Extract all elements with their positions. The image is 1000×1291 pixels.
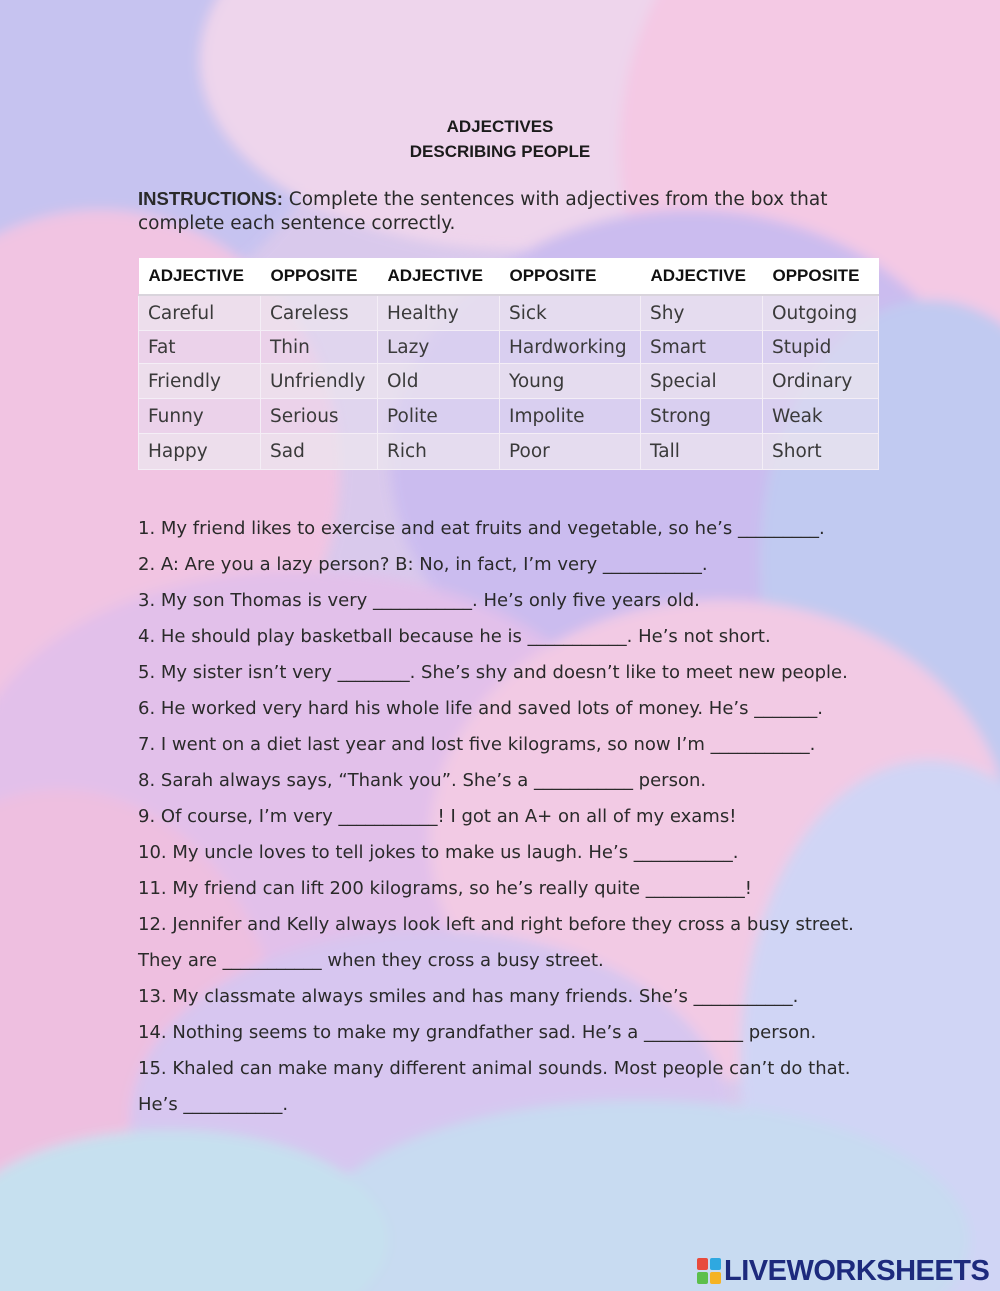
question-item: 8. Sarah always says, “Thank you”. She’s a ___________ person.: [138, 770, 707, 791]
liveworksheets-logo-text: LIVEWORKSHEETS: [724, 1254, 990, 1287]
liveworksheets-logo: [697, 1255, 989, 1287]
table-cell: Serious: [261, 399, 378, 434]
table-cell: Careful: [139, 295, 261, 331]
question-item: 7. I went on a diet last year and lost five kilograms, so now I’m ___________.: [138, 734, 816, 755]
adjectives-table: [138, 258, 879, 470]
table-cell: Weak: [763, 399, 879, 434]
table-cell: Smart: [641, 331, 763, 364]
table-header-cell: OPPOSITE: [261, 258, 378, 295]
question-item: 12. Jennifer and Kelly always look left and right before they cross a busy street. They are ___________ when they cross a busy street.: [138, 914, 854, 971]
instructions-label: INSTRUCTIONS:: [138, 188, 283, 209]
question-item: 6. He worked very hard his whole life and saved lots of money. He’s _______.: [138, 698, 823, 719]
table-cell: Rich: [378, 434, 500, 470]
table-header-cell: ADJECTIVE: [378, 258, 500, 295]
table-header-cell: OPPOSITE: [763, 258, 879, 295]
table-cell: Sick: [500, 295, 641, 331]
page-subtitle: DESCRIBING PEOPLE: [409, 142, 591, 161]
question-item: 13. My classmate always smiles and has many friends. She’s ___________.: [138, 986, 799, 1007]
table-header-cell: OPPOSITE: [500, 258, 641, 295]
question-item: 4. He should play basketball because he is ___________. He’s not short.: [138, 626, 771, 647]
table-cell: Happy: [139, 434, 261, 470]
table-cell: Friendly: [139, 364, 261, 399]
question-item: 1. My friend likes to exercise and eat fruits and vegetable, so he’s _________.: [138, 518, 825, 539]
table-cell: Healthy: [378, 295, 500, 331]
table-cell: Polite: [378, 399, 500, 434]
table-cell: Thin: [261, 331, 378, 364]
table-row: [139, 434, 879, 470]
question-item: 3. My son Thomas is very ___________. He’s only five years old.: [138, 590, 700, 611]
page-title: ADJECTIVES: [446, 117, 554, 136]
question-list: [138, 511, 868, 1123]
table-cell: Hardworking: [500, 331, 641, 364]
table-header-cell: ADJECTIVE: [641, 258, 763, 295]
table-cell: Tall: [641, 434, 763, 470]
table-row: [139, 295, 879, 331]
table-header-row: [139, 258, 879, 295]
table-cell: Lazy: [378, 331, 500, 364]
table-cell: Impolite: [500, 399, 641, 434]
question-item: 2. A: Are you a lazy person? B: No, in fact, I’m very ___________.: [138, 554, 708, 575]
table-cell: Sad: [261, 434, 378, 470]
question-item: 11. My friend can lift 200 kilograms, so he’s really quite ___________!: [138, 878, 753, 899]
table-row: [139, 364, 879, 399]
question-item: 14. Nothing seems to make my grandfather sad. He’s a ___________ person.: [138, 1022, 817, 1043]
table-row: [139, 331, 879, 364]
table-header-cell: ADJECTIVE: [139, 258, 261, 295]
table-cell: Short: [763, 434, 879, 470]
table-cell: Old: [378, 364, 500, 399]
table-row: [139, 399, 879, 434]
instructions-text: [138, 187, 858, 236]
question-item: 15. Khaled can make many different animal sounds. Most people can’t do that. He’s ___________.: [138, 1058, 851, 1115]
table-cell: Shy: [641, 295, 763, 331]
table-cell: Strong: [641, 399, 763, 434]
instructions-body: Complete the sentences with adjectives from the box that complete each sentence correctly.: [138, 189, 828, 234]
question-item: 9. Of course, I’m very ___________! I got an A+ on all of my exams!: [138, 806, 737, 827]
table-cell: Outgoing: [763, 295, 879, 331]
table-cell: Young: [500, 364, 641, 399]
table-cell: Unfriendly: [261, 364, 378, 399]
table-cell: Fat: [139, 331, 261, 364]
table-cell: Special: [641, 364, 763, 399]
liveworksheets-logo-icon: [697, 1258, 721, 1284]
question-item: 5. My sister isn’t very ________. She’s shy and doesn’t like to meet new people.: [138, 662, 848, 683]
table-cell: Careless: [261, 295, 378, 331]
question-item: 10. My uncle loves to tell jokes to make us laugh. He’s ___________.: [138, 842, 739, 863]
table-cell: Funny: [139, 399, 261, 434]
table-cell: Ordinary: [763, 364, 879, 399]
table-cell: Poor: [500, 434, 641, 470]
table-cell: Stupid: [763, 331, 879, 364]
